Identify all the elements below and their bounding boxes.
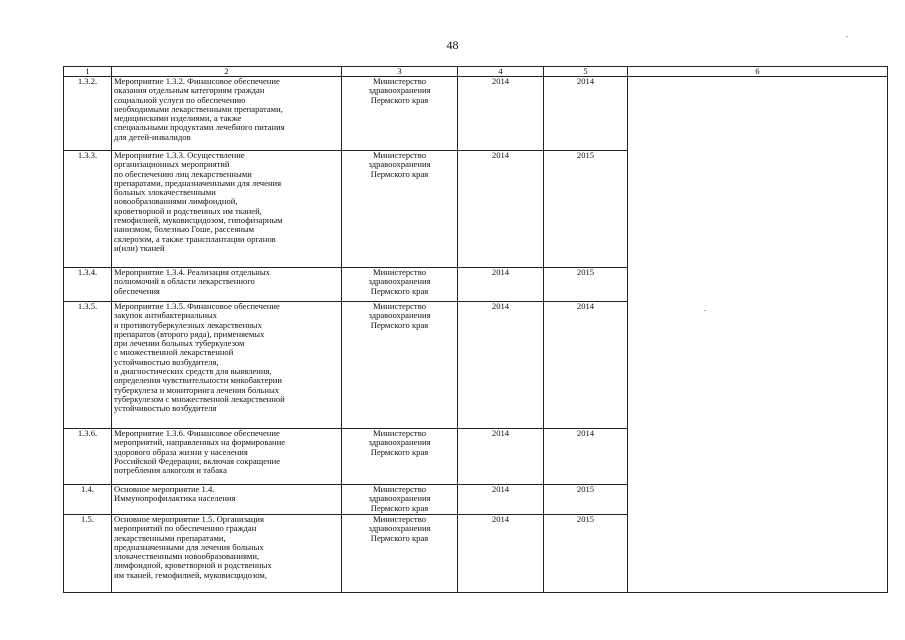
row-number: 1.4. — [64, 485, 112, 515]
description-text: Мероприятие 1.3.6. Финансовое обеспечение мероприятий, направленных на формирование здорового образа жизни у населения Российской Федерации, включая сокращение потребления алкоголя и табака — [114, 428, 286, 476]
scan-speck — [846, 36, 848, 37]
row-executor — [342, 515, 458, 593]
header-cell-4: 4 — [458, 67, 544, 77]
executor-text: Министерство здравоохранения Пермского края — [368, 267, 431, 296]
description-text: Мероприятие 1.3.5. Финансовое обеспечение закупок антибактериальных и противотуберкулезных лекарственных препаратов (второго ряда), применяемых при лечении больных туберкулезом с множественной лекарственной устойчивостью возбудителя, и диагностических средств для выявления, определения чувствительности микобактерии туберкулеза и мониторинга лечения больных туберкулезом с множественной лекарственной устойчивостью возбудителя — [114, 301, 285, 414]
row-description — [112, 485, 342, 515]
executor-text: Министерство здравоохранения Пермского края — [368, 484, 431, 513]
header-cell-2: 2 — [112, 67, 342, 77]
row-end-year: 2015 — [544, 151, 628, 268]
header-row — [64, 67, 888, 77]
table-row — [64, 77, 888, 151]
row-end-year: 2015 — [544, 268, 628, 302]
description-text: Мероприятие 1.3.4. Реализация отдельных полномочий в области лекарственного обеспечения — [114, 267, 270, 296]
row-executor — [342, 77, 458, 151]
executor-text: Министерство здравоохранения Пермского края — [368, 514, 431, 543]
row-executor — [342, 268, 458, 302]
row-start-year: 2014 — [458, 302, 544, 429]
row-description — [112, 429, 342, 485]
header-cell-1: 1 — [64, 67, 112, 77]
row-description — [112, 515, 342, 593]
row-start-year: 2014 — [458, 77, 544, 151]
description-text: Основное мероприятие 1.4. Иммунопрофилактика населения — [114, 484, 236, 504]
row-start-year: 2014 — [458, 515, 544, 593]
description-text: Мероприятие 1.3.2. Финансовое обеспечение оказания отдельным категориям граждан социальной услуги по обеспечению необходимыми лекарственными препаратами, медицинскими изделиями, а также специальными продуктами лечебного питания для детей-инвалидов — [114, 76, 285, 142]
row-executor — [342, 151, 458, 268]
description-text: Мероприятие 1.3.3. Осуществление организационных мероприятий по обеспечению лиц лекарственными препаратами, предназначенными для лечения больных злокачественными новообразованиями лимфоидной, кроветворной и родственных им тканей, гемофилией, муковисцидозом, гипофизарным нанизмом, болезнью Гоше, рассеяным склерозом, а также трансплантации органов и(или) тканей — [114, 150, 283, 253]
row-start-year: 2014 — [458, 268, 544, 302]
executor-text: Министерство здравоохранения Пермского края — [368, 428, 431, 457]
row-end-year: 2015 — [544, 485, 628, 515]
row-end-year: 2014 — [544, 77, 628, 151]
row-number: 1.5. — [64, 515, 112, 593]
row-start-year: 2014 — [458, 429, 544, 485]
scan-speck — [704, 310, 706, 311]
description-text: Основное мероприятие 1.5. Организация мероприятий по обеспечению граждан лекарственными препаратами, предназначенными для лечения больных злокачественными новообразованиями, лимфоидной, кроветворной и родственных им тканей, гемофилией, муковисцидозом, — [114, 514, 272, 580]
row-number: 1.3.3. — [64, 151, 112, 268]
page-number: 48 — [446, 38, 459, 52]
row-description — [112, 268, 342, 302]
executor-text: Министерство здравоохранения Пермского края — [368, 301, 431, 330]
row-start-year: 2014 — [458, 485, 544, 515]
program-table — [63, 66, 888, 593]
row-end-year: 2015 — [544, 515, 628, 593]
row-number: 1.3.5. — [64, 302, 112, 429]
row-start-year: 2014 — [458, 151, 544, 268]
row-result — [628, 77, 888, 593]
row-executor — [342, 302, 458, 429]
header-cell-3: 3 — [342, 67, 458, 77]
row-description — [112, 77, 342, 151]
row-number: 1.3.4. — [64, 268, 112, 302]
executor-text: Министерство здравоохранения Пермского края — [368, 76, 431, 105]
executor-text: Министерство здравоохранения Пермского края — [368, 150, 431, 179]
row-description — [112, 302, 342, 429]
row-executor — [342, 429, 458, 485]
row-number: 1.3.2. — [64, 77, 112, 151]
header-cell-5: 5 — [544, 67, 628, 77]
row-number: 1.3.6. — [64, 429, 112, 485]
row-end-year: 2014 — [544, 429, 628, 485]
header-cell-6: 6 — [628, 67, 888, 77]
row-end-year: 2014 — [544, 302, 628, 429]
row-executor — [342, 485, 458, 515]
row-description — [112, 151, 342, 268]
